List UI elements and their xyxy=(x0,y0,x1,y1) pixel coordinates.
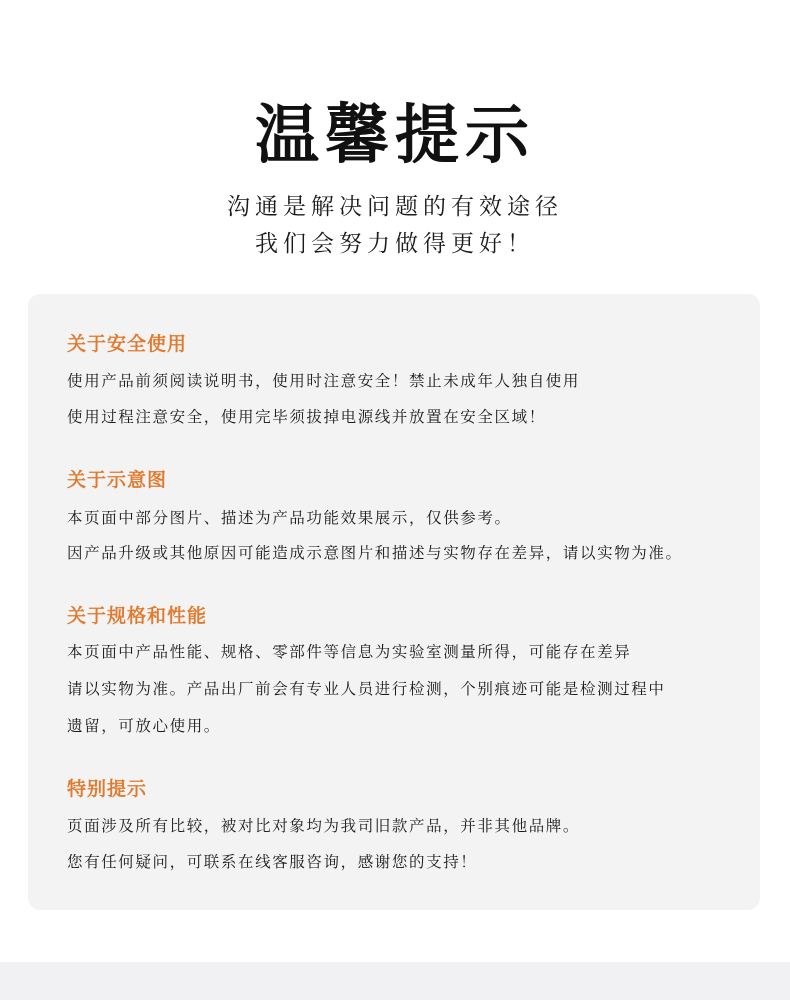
section-heading-illustration: 关于示意图 xyxy=(67,469,168,491)
section-text-line: 遗留，可放心使用。 xyxy=(67,717,221,735)
subtitle-line-2: 我们会努力做得更好！ xyxy=(255,231,535,257)
section-text-line: 因产品升级或其他原因可能造成示意图片和描述与实物存在差异，请以实物为准。 xyxy=(67,544,683,562)
section-text-line: 使用过程注意安全，使用完毕须拔掉电源线并放置在安全区域！ xyxy=(67,408,546,426)
section-heading-safety: 关于安全使用 xyxy=(67,333,188,355)
bottom-band xyxy=(0,962,790,1000)
section-text-line: 请以实物为准。产品出厂前会有专业人员进行检测，个别痕迹可能是检测过程中 xyxy=(67,680,666,698)
section-text-line: 您有任何疑问，可联系在线客服咨询，感谢您的支持！ xyxy=(67,853,478,871)
section-text-line: 本页面中部分图片、描述为产品功能效果展示，仅供参考。 xyxy=(67,509,512,527)
section-text-line: 使用产品前须阅读说明书，使用时注意安全！禁止未成年人独自使用 xyxy=(67,372,581,390)
page-title: 温馨提示 xyxy=(255,99,535,173)
section-heading-special: 特别提示 xyxy=(67,778,148,800)
section-text-line: 页面涉及所有比较，被对比对象均为我司旧款产品，并非其他品牌。 xyxy=(67,817,581,835)
subtitle-line-1: 沟通是解决问题的有效途径 xyxy=(227,194,563,220)
section-heading-specs: 关于规格和性能 xyxy=(67,605,208,627)
notice-card xyxy=(28,294,760,910)
section-text-line: 本页面中产品性能、规格、零部件等信息为实验室测量所得，可能存在差异 xyxy=(67,643,632,661)
